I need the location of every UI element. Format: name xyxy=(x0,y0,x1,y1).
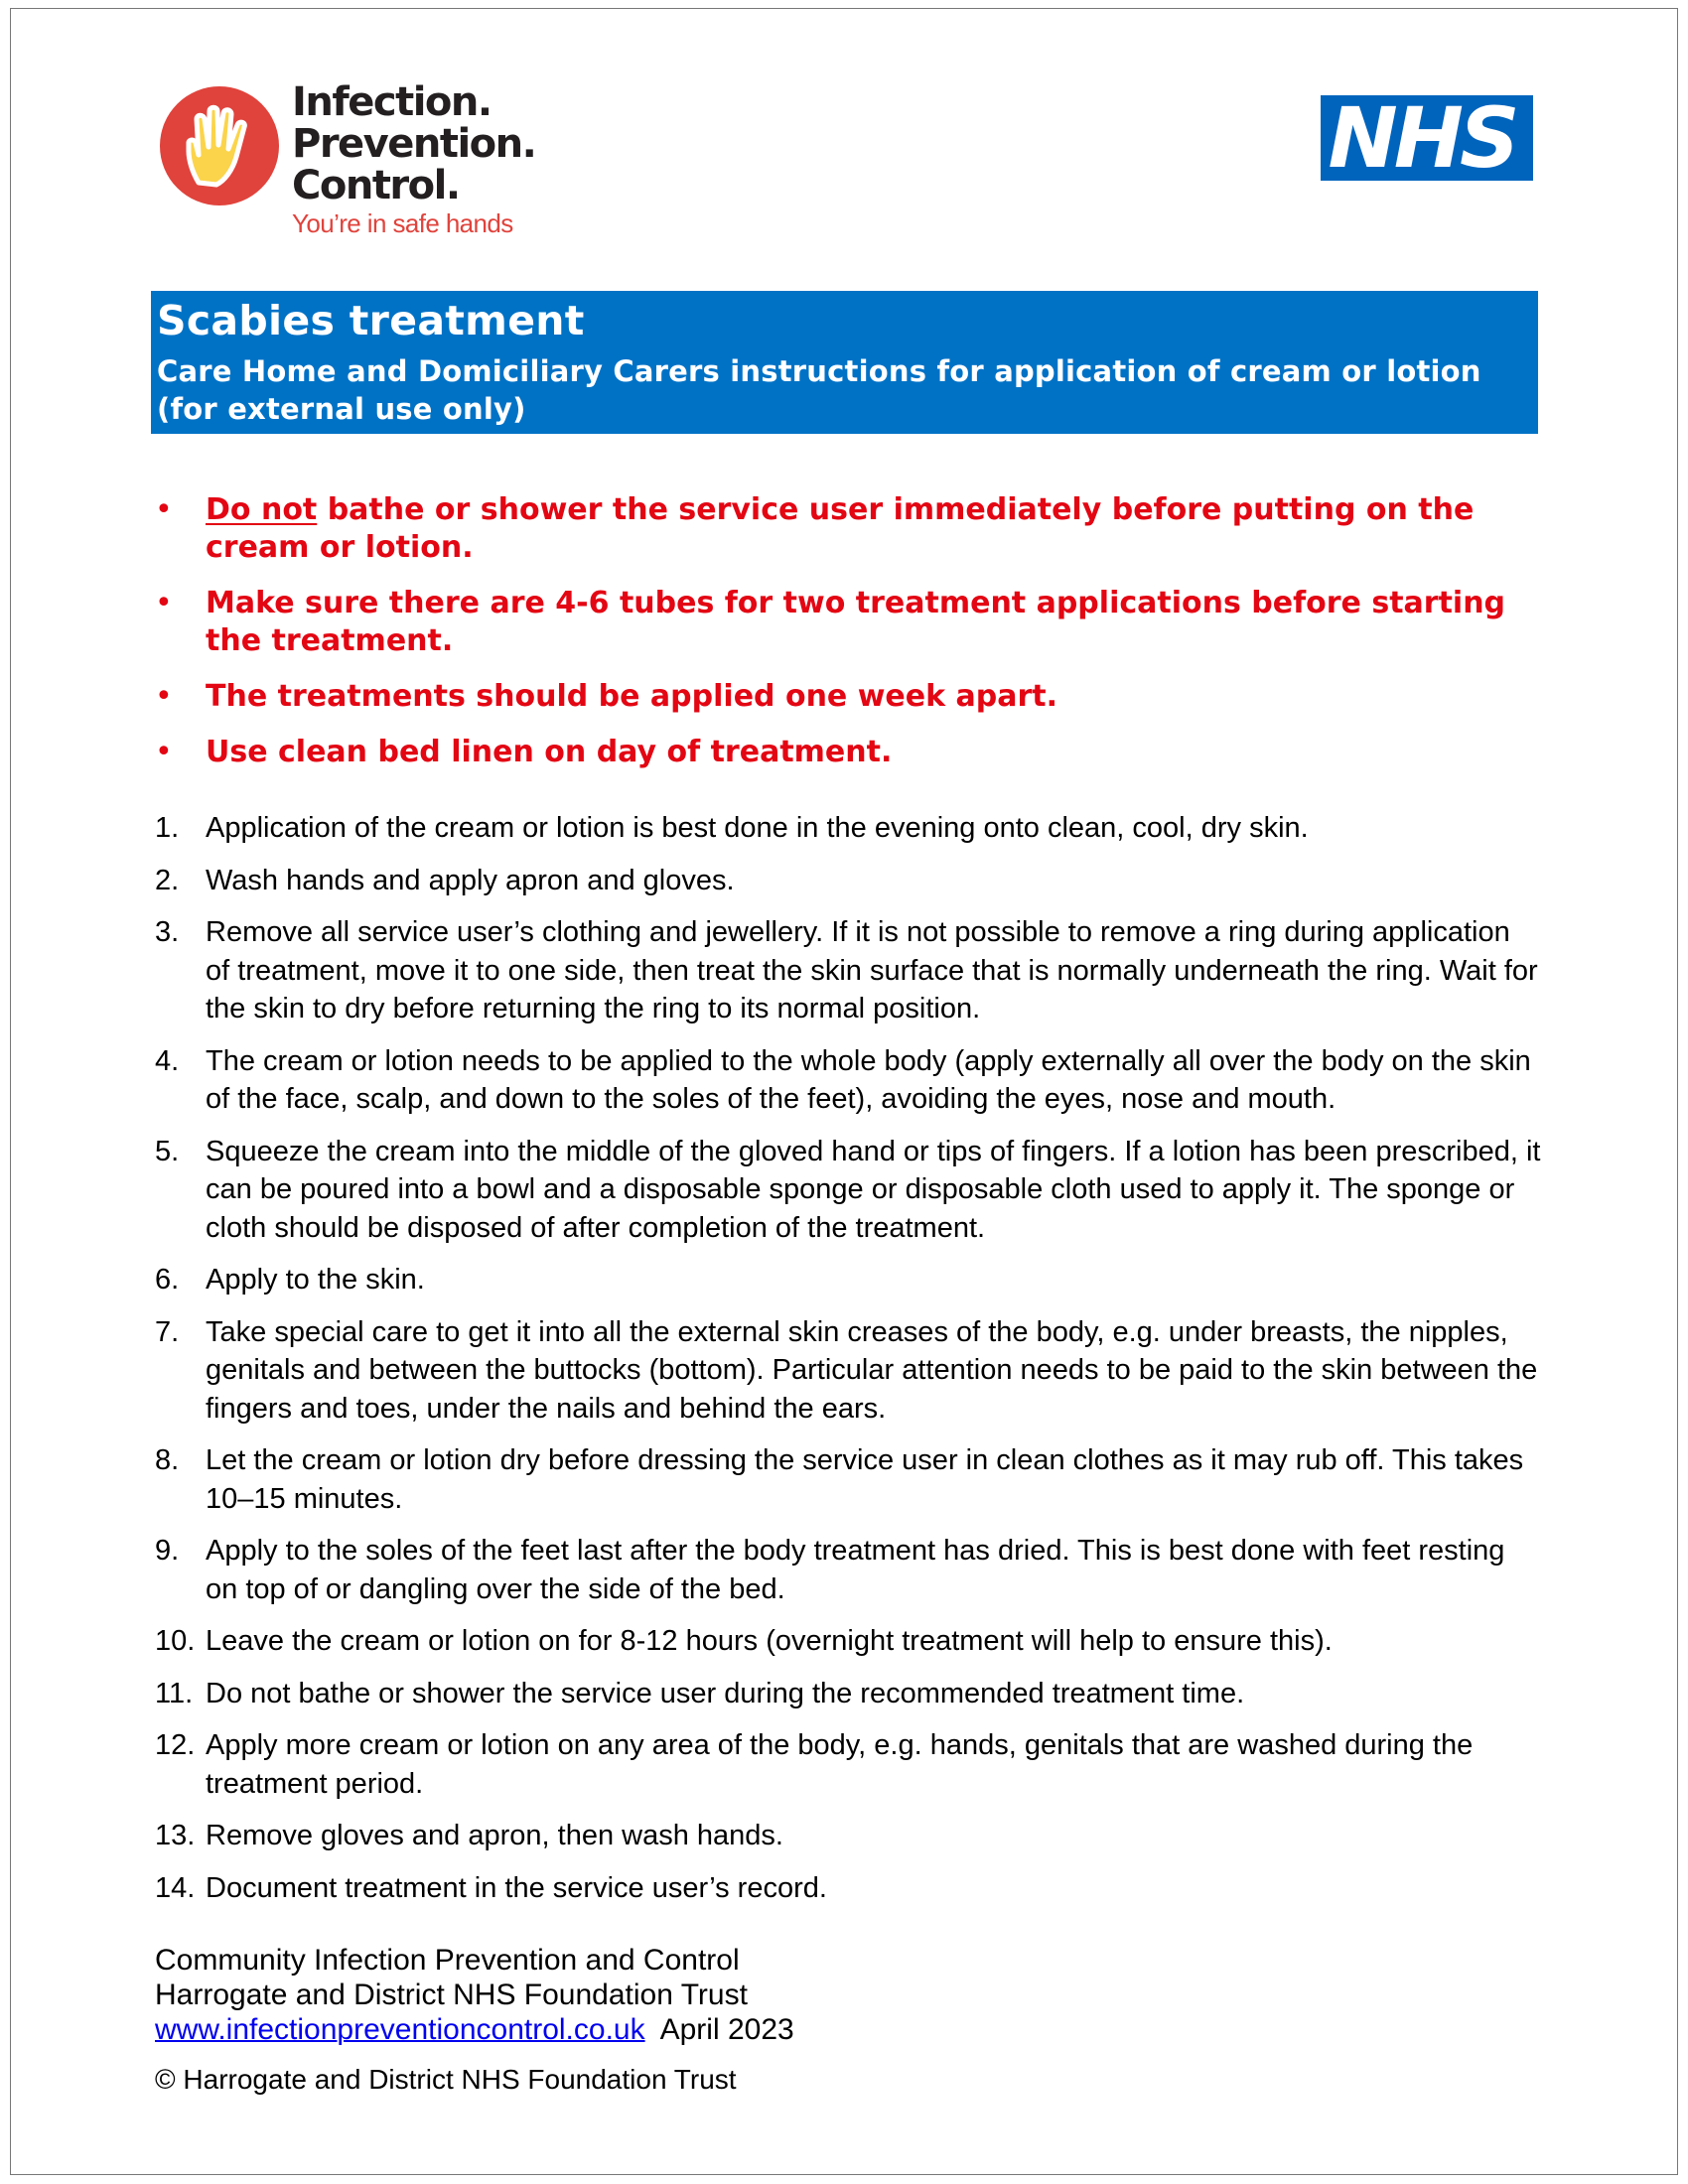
step-number: 12. xyxy=(155,1729,196,1761)
step-item xyxy=(151,1042,1541,1119)
footer-trust-line: Harrogate and District NHS Foundation Trust xyxy=(155,1979,748,2011)
step-item xyxy=(151,1726,1541,1803)
step-item xyxy=(151,1532,1541,1608)
website-link[interactable]: www.infectionpreventioncontrol.co.uk xyxy=(155,2013,645,2046)
step-text: Remove all service user’s clothing and jewellery. If it is not possible to remove a ring during application of treatment, move it to one side, then treat the skin surface that is normally underneath the ring. Wait for the skin to dry before returning the ring to its normal position. xyxy=(206,916,1538,1024)
warning-text: bathe or shower the service user immediately before putting on the cream or lotion. xyxy=(206,492,1475,565)
step-text: The cream or lotion needs to be applied to the whole body (apply externally all over the body on the skin of the face, scalp, and down to the soles of the feet), avoiding the eyes, nose and mouth. xyxy=(206,1044,1531,1115)
step-text: Remove gloves and apron, then wash hands. xyxy=(206,1820,783,1851)
step-text: Document treatment in the service user’s record. xyxy=(206,1871,827,1904)
warning-item xyxy=(151,678,1541,716)
bullet-icon: • xyxy=(155,492,173,527)
step-text: Leave the cream or lotion on for 8-12 hours (overnight treatment will help to ensure this). xyxy=(206,1625,1333,1657)
step-number: 13. xyxy=(155,1820,196,1851)
page-title: Scabies treatment xyxy=(157,297,585,344)
step-item xyxy=(151,1817,1541,1855)
warning-list xyxy=(151,491,1541,789)
instruction-steps xyxy=(151,809,1541,1921)
ipc-line-control: Control. xyxy=(292,163,460,208)
ipc-tagline: You’re in safe hands xyxy=(292,208,513,238)
footer-date: April 2023 xyxy=(659,2013,794,2046)
step-text: Apply to the skin. xyxy=(206,1264,425,1296)
step-item xyxy=(151,1869,1541,1908)
step-number: 10. xyxy=(155,1625,196,1657)
step-text: Apply to the soles of the feet last after the body treatment has dried. This is best done with feet resting on top of or dangling over the side of the bed. xyxy=(206,1535,1505,1605)
bullet-icon: • xyxy=(155,735,173,769)
step-text: Take special care to get it into all the external skin creases of the body, e.g. under breasts, the nipples, genitals and between the buttocks (bottom). Particular attention needs to be paid to the skin between the fingers and toes, under the nails and behind the ears. xyxy=(206,1315,1538,1425)
step-number: 5. xyxy=(155,1135,180,1167)
step-text: Do not bathe or shower the service user during the recommended treatment time. xyxy=(206,1677,1245,1709)
step-number: 14. xyxy=(155,1871,196,1904)
bullet-icon: • xyxy=(155,679,173,714)
warning-text: Make sure there are 4-6 tubes for two treatment applications before starting the treatment. xyxy=(206,586,1506,658)
step-number: 7. xyxy=(155,1315,180,1348)
step-item xyxy=(151,1675,1541,1713)
ipc-line-infection: Infection. xyxy=(292,79,492,125)
footer-link-line xyxy=(155,2012,1446,2047)
ipc-wordmark xyxy=(292,81,535,206)
warning-item xyxy=(151,734,1541,771)
step-item xyxy=(151,1133,1541,1248)
page-subtitle: Care Home and Domiciliary Carers instructions for application of cream or lotion (for external use only) xyxy=(157,354,1481,426)
warning-text: The treatments should be applied one week apart. xyxy=(206,679,1058,714)
step-number: 11. xyxy=(155,1677,194,1709)
step-number: 6. xyxy=(155,1264,180,1296)
step-number: 4. xyxy=(155,1044,180,1077)
footer xyxy=(155,1943,1446,2097)
ipc-line-prevention: Prevention. xyxy=(292,121,536,167)
step-item xyxy=(151,809,1541,848)
step-item xyxy=(151,1313,1541,1429)
step-number: 2. xyxy=(155,864,180,896)
step-text: Apply more cream or lotion on any area of the body, e.g. hands, genitals that are washed during the treatment period. xyxy=(206,1729,1474,1800)
step-item xyxy=(151,1261,1541,1299)
step-item xyxy=(151,913,1541,1028)
title-band xyxy=(151,291,1538,434)
step-number: 9. xyxy=(155,1535,180,1567)
warning-emphasis: Do not xyxy=(206,492,318,527)
step-item xyxy=(151,1622,1541,1661)
step-text: Wash hands and apply apron and gloves. xyxy=(206,864,735,896)
step-number: 3. xyxy=(155,916,180,948)
step-text: Let the cream or lotion dry before dressing the service user in clean clothes as it may rub off. This takes 10–15 minutes. xyxy=(206,1444,1524,1515)
nhs-logo: NHS xyxy=(1321,95,1533,181)
copyright-notice: © Harrogate and District NHS Foundation Trust xyxy=(155,2064,737,2095)
ipc-logo xyxy=(159,79,556,244)
step-text: Application of the cream or lotion is best done in the evening onto clean, cool, dry skin. xyxy=(206,812,1309,844)
hand-icon xyxy=(159,85,280,206)
step-text: Squeeze the cream into the middle of the gloved hand or tips of fingers. If a lotion has been prescribed, it can be poured into a bowl and a disposable sponge or disposable cloth used to apply it. The sponge or cloth should be disposed of after completion of the treatment. xyxy=(206,1135,1541,1244)
step-number: 8. xyxy=(155,1444,180,1476)
footer-org-line: Community Infection Prevention and Control xyxy=(155,1944,740,1977)
warning-item xyxy=(151,585,1541,660)
warning-text: Use clean bed linen on day of treatment. xyxy=(206,735,893,769)
step-number: 1. xyxy=(155,812,180,844)
step-item xyxy=(151,862,1541,900)
step-item xyxy=(151,1441,1541,1518)
warning-item xyxy=(151,491,1541,567)
bullet-icon: • xyxy=(155,586,173,620)
